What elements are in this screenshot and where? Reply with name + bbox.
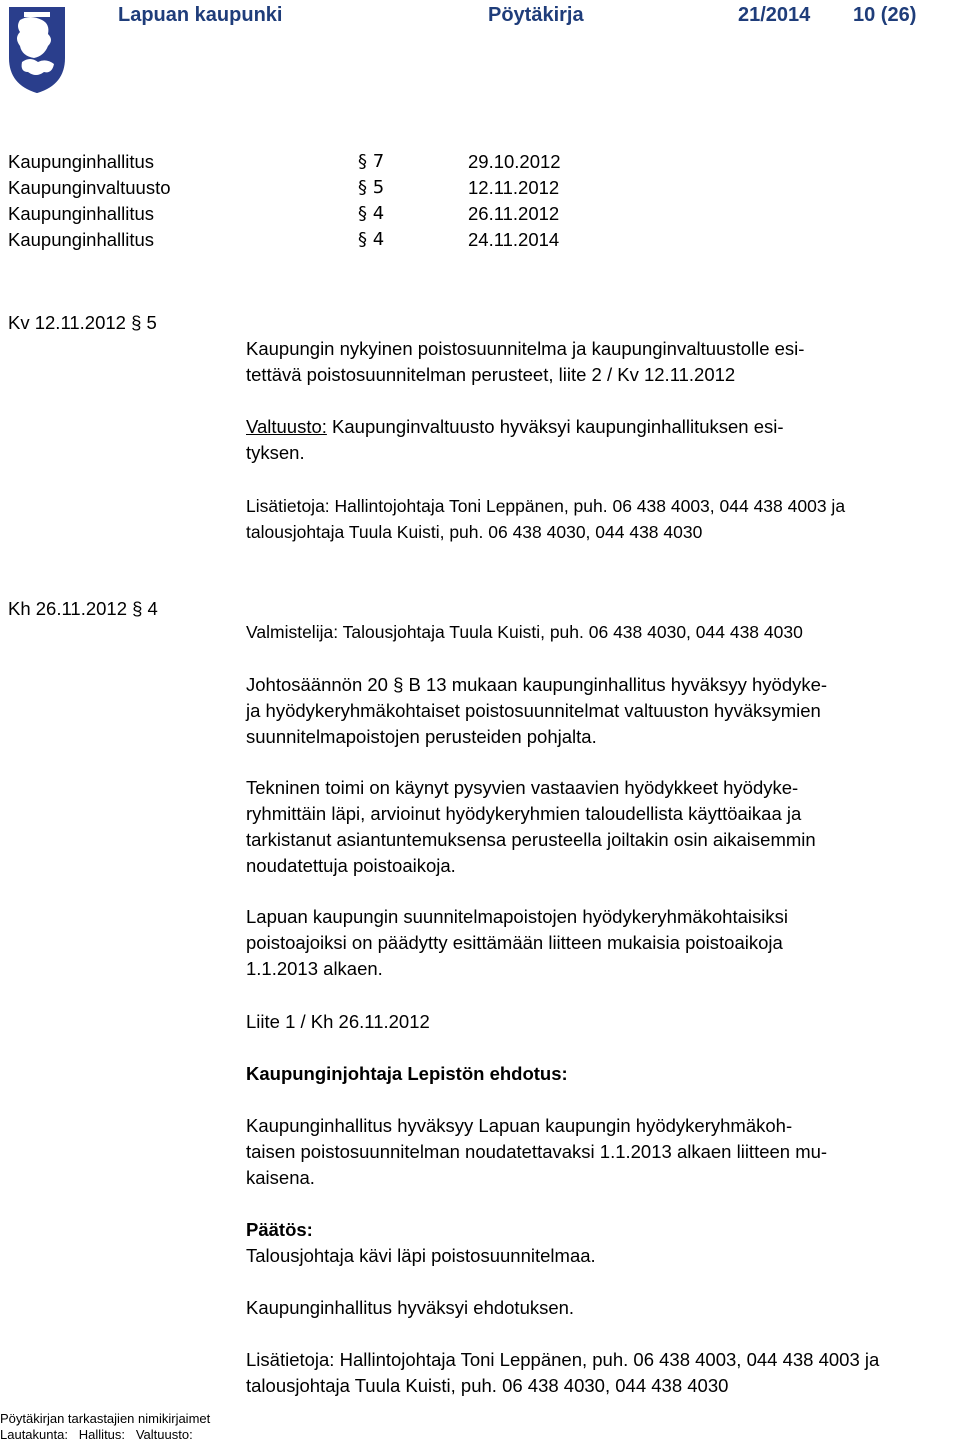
history-section: § 4 xyxy=(358,229,385,250)
history-date: 12.11.2012 xyxy=(468,177,560,198)
history-section: § 4 xyxy=(358,203,385,224)
kh-paragraph-2 xyxy=(246,775,816,879)
kh-paragraph-1 xyxy=(246,672,827,750)
paragraph-line: tarkistanut asiantuntemuksensa perusteella joiltakin osin aikaisemmin xyxy=(246,829,816,850)
paragraph-line: kaisena. xyxy=(246,1167,315,1188)
paragraph-line: noudatettuja poistoaikoja. xyxy=(246,855,456,876)
kv-info-line: Lisätietoja: Hallintojohtaja Toni Leppänen, puh. 06 438 4003, 044 438 4003 ja xyxy=(246,496,846,516)
history-body: Kaupunginvaltuusto xyxy=(8,177,171,198)
proposal-text xyxy=(246,1113,827,1191)
kv-info-line: talousjohtaja Tuula Kuisti, puh. 06 438 4030, 044 438 4030 xyxy=(246,522,703,542)
kv-decision xyxy=(246,414,784,466)
decision-heading: Päätös: xyxy=(246,1219,313,1240)
history-body: Kaupunginhallitus xyxy=(8,229,155,250)
kh-preparer-line: Valmistelija: Talousjohtaja Tuula Kuisti, puh. 06 438 4030, 044 438 4030 xyxy=(246,622,803,642)
paragraph-line: ja hyödykeryhmäkohtaiset poistosuunnitelmat valtuuston hyväksymien xyxy=(246,700,821,721)
paragraph-line: taisen poistosuunnitelman noudatettavaksi 1.1.2013 alkaen liitteen mu- xyxy=(246,1141,828,1162)
kh-attachment xyxy=(246,1009,430,1035)
history-date: 24.11.2014 xyxy=(468,229,560,250)
municipality-name: Lapuan kaupunki xyxy=(118,4,283,26)
paragraph-line: Lapuan kaupungin suunnitelmapoistojen hyödykeryhmäkohtaisiksi xyxy=(246,906,788,927)
footer-initials-label: Pöytäkirjan tarkastajien nimikirjaimet xyxy=(0,1411,211,1426)
page-number: 10 (26) xyxy=(853,4,917,26)
paragraph-line: Tekninen toimi on käynyt pysyvien vastaavien hyödykkeet hyödyke- xyxy=(246,777,799,798)
paragraph-line: 1.1.2013 alkaen. xyxy=(246,958,383,979)
proposal-heading-text: Kaupunginjohtaja Lepistön ehdotus: xyxy=(246,1063,568,1084)
decision-line: Kaupunginhallitus hyväksyi ehdotuksen. xyxy=(246,1297,575,1318)
kh-info-line: Lisätietoja: Hallintojohtaja Toni Leppänen, puh. 06 438 4003, 044 438 4003 ja xyxy=(246,1349,880,1370)
kv-reference: Kv 12.11.2012 § 5 xyxy=(8,312,157,333)
document-number: 21/2014 xyxy=(738,4,811,26)
kh-paragraph-3 xyxy=(246,904,788,982)
coat-of-arms-logo xyxy=(8,6,66,94)
paragraph-line: poistoajoiksi on päädytty esittämään liitteen mukaisia poistoaikoja xyxy=(246,932,783,953)
history-body: Kaupunginhallitus xyxy=(8,203,155,224)
history-body: Kaupunginhallitus xyxy=(8,151,155,172)
history-section: § 7 xyxy=(358,151,385,172)
kv-decision-text: Kaupunginvaltuusto hyväksyi kaupunginhallituksen esi- xyxy=(326,416,784,437)
paragraph-line: suunnitelmapoistojen perusteiden pohjalta. xyxy=(246,726,597,747)
kv-decision-label: Valtuusto: xyxy=(246,416,327,437)
kv-decision-text: tyksen. xyxy=(246,442,305,463)
decision xyxy=(246,1217,596,1269)
kv-title xyxy=(246,336,804,388)
footer-bodies-label: Lautakunta: Hallitus: Valtuusto: xyxy=(0,1427,193,1442)
kh-info-line: talousjohtaja Tuula Kuisti, puh. 06 438 4030, 044 438 4030 xyxy=(246,1375,729,1396)
page-header xyxy=(0,0,960,30)
kh-reference: Kh 26.11.2012 § 4 xyxy=(8,598,158,619)
kh-preparer xyxy=(246,619,803,645)
kh-info xyxy=(246,1347,879,1399)
attachment-reference: Liite 1 / Kh 26.11.2012 xyxy=(246,1011,430,1032)
decision-approval xyxy=(246,1295,574,1321)
paragraph-line: Johtosäännön 20 § B 13 mukaan kaupunginhallitus hyväksyy hyödyke- xyxy=(246,674,828,695)
history-section: § 5 xyxy=(358,177,385,198)
paragraph-line: ryhmittäin läpi, arvioinut hyödykeryhmien taloudellista käyttöaikaa ja xyxy=(246,803,802,824)
proposal-heading xyxy=(246,1061,568,1087)
kv-title-line: tettävä poistosuunnitelman perusteet, liite 2 / Kv 12.11.2012 xyxy=(246,364,736,385)
history-date: 29.10.2012 xyxy=(468,151,561,172)
history-date: 26.11.2012 xyxy=(468,203,560,224)
kv-info xyxy=(246,493,845,545)
paragraph-line: Kaupunginhallitus hyväksyy Lapuan kaupungin hyödykeryhmäkoh- xyxy=(246,1115,793,1136)
document-type: Pöytäkirja xyxy=(488,4,584,26)
decision-line: Talousjohtaja kävi läpi poistosuunnitelmaa. xyxy=(246,1245,596,1266)
kv-title-line: Kaupungin nykyinen poistosuunnitelma ja kaupunginvaltuustolle esi- xyxy=(246,338,805,359)
